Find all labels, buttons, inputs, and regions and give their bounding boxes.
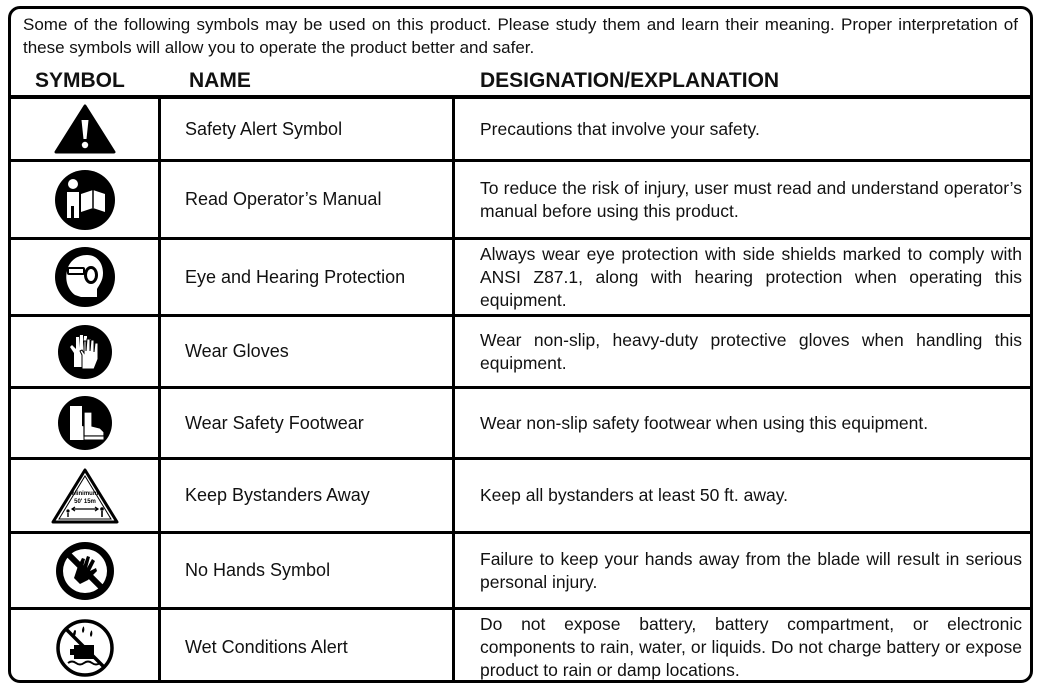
table-row bbox=[11, 389, 1033, 460]
name-cell: Safety Alert Symbol bbox=[161, 99, 455, 159]
symbol-cell bbox=[11, 389, 161, 457]
symbol-cell bbox=[11, 240, 161, 314]
header-name: NAME bbox=[189, 69, 251, 92]
table-row bbox=[11, 460, 1033, 534]
wet-conditions-icon bbox=[54, 617, 116, 679]
explanation-cell: Precautions that involve your safety. bbox=[480, 118, 760, 139]
name-cell: Wear Safety Footwear bbox=[161, 389, 455, 457]
symbols-table bbox=[11, 95, 1033, 683]
name-cell: Wear Gloves bbox=[161, 317, 455, 386]
explanation-cell: Keep all bystanders at least 50 ft. away. bbox=[480, 485, 789, 505]
bystander-sign-distance: 50' 15m bbox=[73, 498, 96, 505]
explanation-cell: Wear non-slip safety footwear when using this equipment. bbox=[480, 412, 929, 433]
table-row bbox=[11, 317, 1033, 389]
symbol-cell bbox=[11, 99, 161, 159]
symbol-cell bbox=[11, 317, 161, 386]
header-explanation: DESIGNATION/EXPLANATION bbox=[480, 69, 780, 92]
table-row bbox=[11, 534, 1033, 610]
explanation-cell: Failure to keep your hands away from the blade will result in serious personal injury. bbox=[480, 548, 1022, 592]
symbol-cell bbox=[11, 460, 161, 531]
intro-text: Some of the following symbols may be used on this product. Please study them and learn their meaning. Proper interpretation of these symbols will allow you to operate the product better and safer. bbox=[23, 15, 1018, 57]
read-manual-icon bbox=[53, 168, 117, 232]
symbol-cell bbox=[11, 162, 161, 237]
table-row bbox=[11, 240, 1033, 317]
symbols-panel bbox=[8, 6, 1033, 683]
symbol-cell bbox=[11, 534, 161, 607]
no-hands-icon bbox=[54, 540, 116, 602]
explanation-cell: Always wear eye protection with side shields marked to comply with ANSI Z87.1, along with hearing protection when operating this equipment. bbox=[480, 243, 1022, 310]
table-row bbox=[11, 610, 1033, 683]
table-row bbox=[11, 162, 1033, 240]
bystander-sign-minimum: Minimum bbox=[71, 490, 98, 497]
explanation-cell: Do not expose battery, battery compartment, or electronic components to rain, water, or liquids. Do not charge battery or expose product to rain or damp locations. bbox=[480, 614, 1022, 680]
safety-footwear-icon bbox=[56, 394, 114, 452]
name-cell: No Hands Symbol bbox=[161, 534, 455, 607]
name-cell: Read Operator’s Manual bbox=[161, 162, 455, 237]
table-row bbox=[11, 99, 1033, 162]
keep-bystanders-away-icon bbox=[50, 467, 120, 525]
explanation-cell: Wear non-slip, heavy-duty protective gloves when handling this equipment. bbox=[480, 329, 1022, 373]
name-cell: Eye and Hearing Protection bbox=[161, 240, 455, 314]
symbol-cell bbox=[11, 610, 161, 683]
gloves-icon bbox=[56, 323, 114, 381]
explanation-cell: To reduce the risk of injury, user must read and understand operator’s manual before using this product. bbox=[480, 177, 1022, 221]
eye-hearing-protection-icon bbox=[53, 245, 117, 309]
header-symbol: SYMBOL bbox=[35, 69, 125, 92]
safety-alert-icon bbox=[54, 104, 116, 154]
name-cell: Wet Conditions Alert bbox=[161, 610, 455, 683]
name-cell: Keep Bystanders Away bbox=[161, 460, 455, 531]
